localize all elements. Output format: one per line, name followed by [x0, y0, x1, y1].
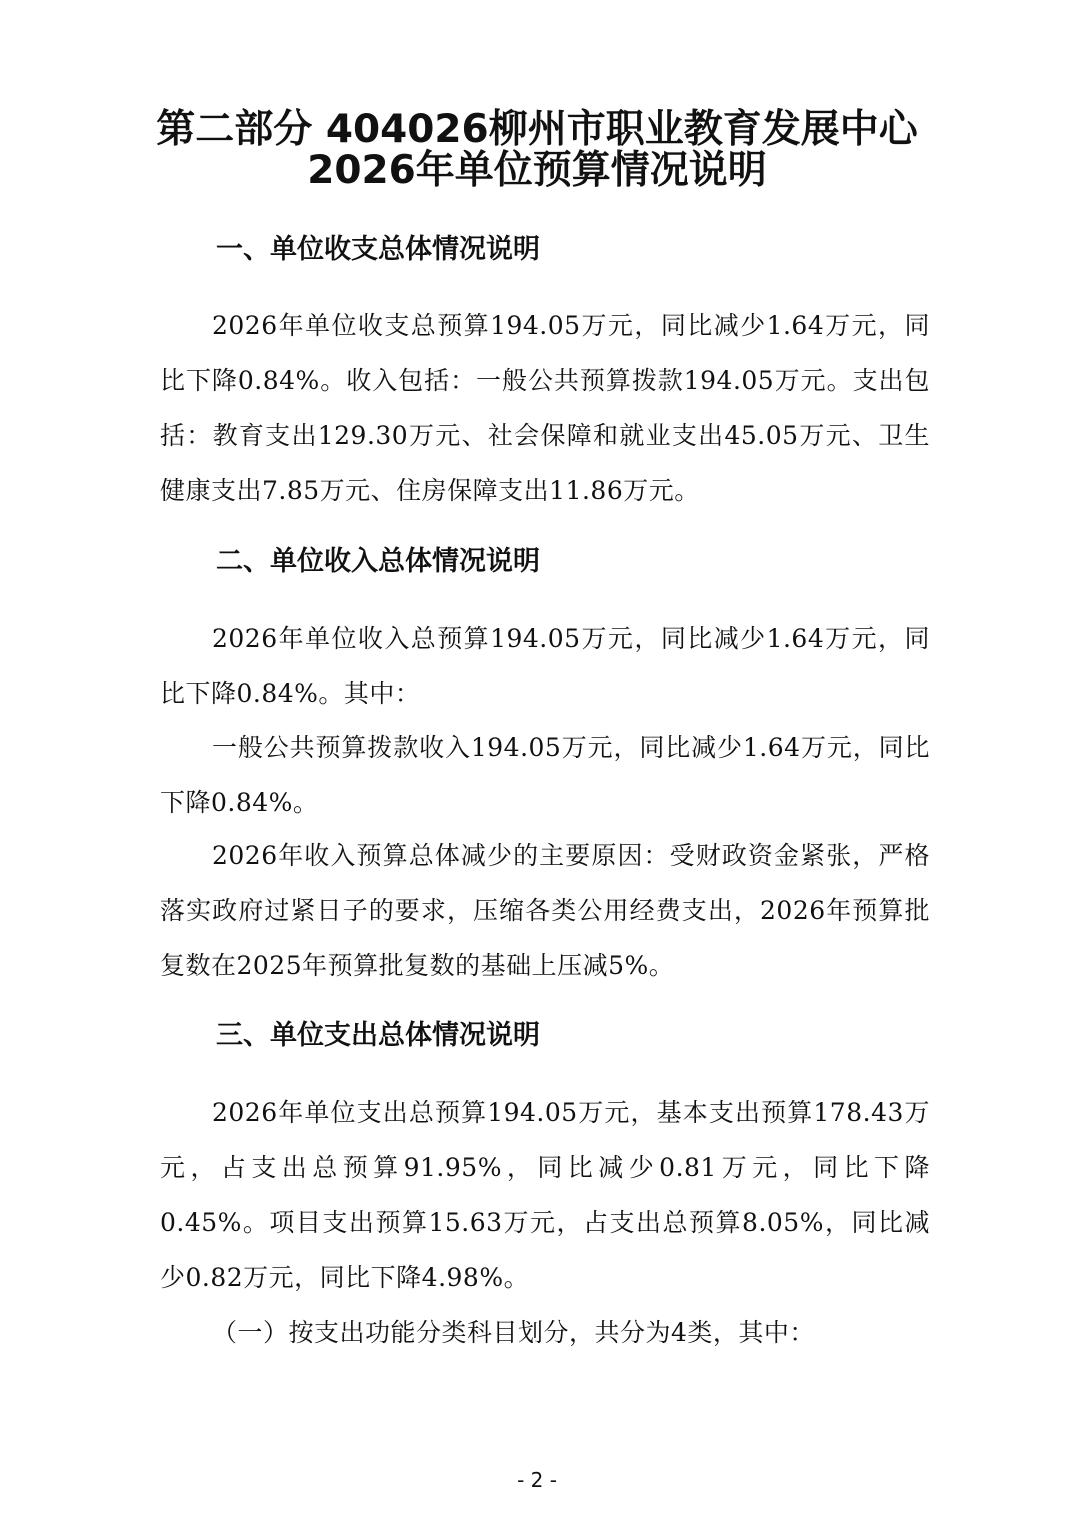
section-2-paragraph-2: 一般公共预算拨款收入194.05万元，同比减少1.64万元，同比下降0.84%。 [160, 733, 930, 817]
section-2-paragraph-3: 2026年收入预算总体减少的主要原因：受财政资金紧张，严格落实政府过紧日子的要求，压缩各类公用经费支出，2026年预算批复数在2025年预算批复数的基础上压减5%。 [160, 841, 930, 980]
section-heading-3: 三、单位支出总体情况说明 [216, 1020, 540, 1051]
section-heading-2: 二、单位收入总体情况说明 [216, 546, 540, 577]
page-number: - 2 - [517, 1468, 557, 1492]
page-title-line-2: 2026年单位预算情况说明 [307, 148, 767, 193]
section-heading-1: 一、单位收支总体情况说明 [216, 234, 540, 265]
section-3-paragraph-2: （一）按支出功能分类科目划分，共分为4类，其中： [212, 1318, 815, 1347]
page-title-line-1: 第二部分 404026柳州市职业教育发展中心 [156, 107, 918, 152]
section-3-paragraph-1: 2026年单位支出总预算194.05万元，基本支出预算178.43万元，占支出总预算91.95%，同比减少0.81万元，同比下降0.45%。项目支出预算15.63万元，占支出总预算8.05%，同比减少0.82万元，同比下降4.98%。 [160, 1098, 930, 1292]
section-1-paragraph-1: 2026年单位收支总预算194.05万元，同比减少1.64万元，同比下降0.84%。收入包括：一般公共预算拨款194.05万元。支出包括：教育支出129.30万元、社会保障和就业支出45.05万元、卫生健康支出7.85万元、住房保障支出11.86万元。 [160, 311, 930, 505]
section-2-paragraph-1: 2026年单位收入总预算194.05万元，同比减少1.64万元，同比下降0.84%。其中： [160, 624, 930, 708]
